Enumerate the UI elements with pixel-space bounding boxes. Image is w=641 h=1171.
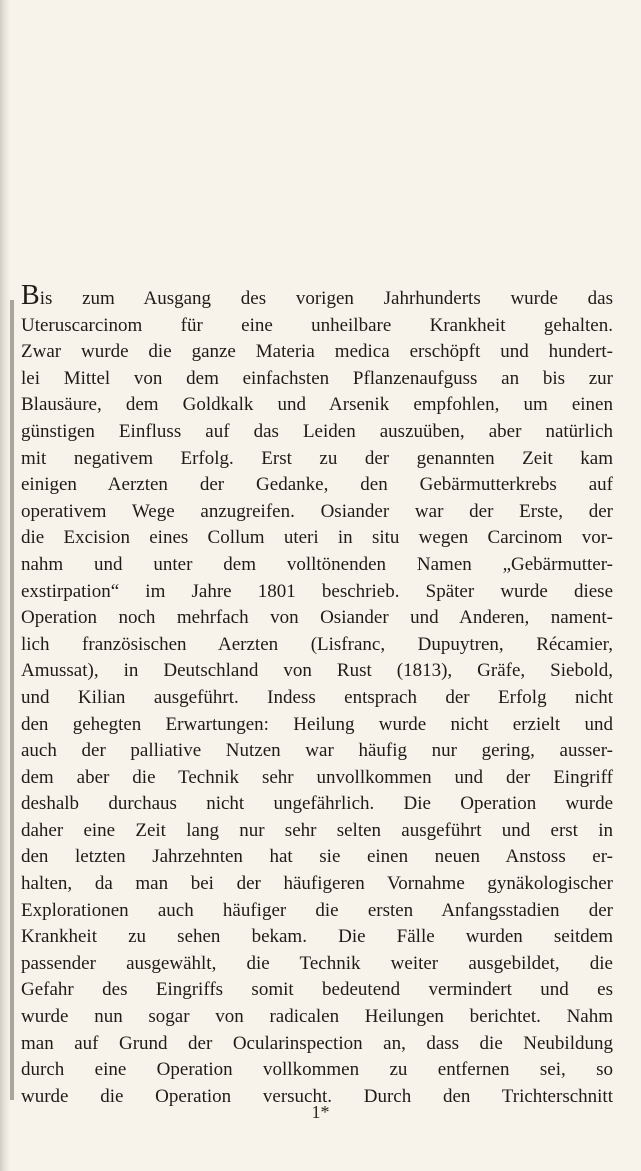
text-line: exstirpation“ im Jahre 1801 beschrieb. Später wurde diese <box>21 580 613 602</box>
text-line: die Excision eines Collum uteri in situ wegen Carcinom vor- <box>21 527 613 549</box>
text-line: mit negativem Erfolg. Erst zu der genannten Zeit kam <box>21 447 613 469</box>
text-line: Bis zum Ausgang des vorigen Jahrhunderts wurde das <box>21 280 613 311</box>
text-line: dem aber die Technik sehr unvollkommen und der Eingriff <box>21 766 613 788</box>
binding-edge <box>10 300 14 1100</box>
text-line: einigen Aerzten der Gedanke, den Gebärmutterkrebs auf <box>21 474 613 496</box>
text-line: nahm und unter dem volltönenden Namen „Gebärmutter- <box>21 553 613 575</box>
text-line: durch eine Operation vollkommen zu entfernen sei, so <box>21 1059 613 1081</box>
text-line: man auf Grund der Ocularinspection an, dass die Neubildung <box>21 1032 613 1054</box>
drop-cap: B <box>21 280 40 311</box>
text-line: daher eine Zeit lang nur sehr selten ausgeführt und erst in <box>21 819 613 841</box>
text-line: Uteruscarcinom für eine unheilbare Krankheit gehalten. <box>21 314 613 336</box>
text-line: Zwar wurde die ganze Materia medica erschöpft und hundert- <box>21 341 613 363</box>
page-gutter-shadow <box>0 0 10 1171</box>
text-line: Operation noch mehrfach von Osiander und Anderen, nament- <box>21 607 613 629</box>
text-line: wurde nun sogar von radicalen Heilungen berichtet. Nahm <box>21 1006 613 1028</box>
text-line: deshalb durchaus nicht ungefährlich. Die Operation wurde <box>21 793 613 815</box>
text-line: Gefahr des Eingriffs somit bedeutend vermindert und es <box>21 979 613 1001</box>
text-line: operativem Wege anzugreifen. Osiander war der Erste, der <box>21 500 613 522</box>
text-line: Explorationen auch häufiger die ersten Anfangsstadien der <box>21 899 613 921</box>
text-line: lei Mittel von dem einfachsten Pflanzenaufguss an bis zur <box>21 367 613 389</box>
text-line: passender ausgewählt, die Technik weiter ausgebildet, die <box>21 952 613 974</box>
text-line: halten, da man bei der häufigeren Vornahme gynäkologischer <box>21 873 613 895</box>
text-line: den gehegten Erwartungen: Heilung wurde nicht erzielt und <box>21 713 613 735</box>
signature-mark: 1* <box>311 1102 330 1122</box>
text-line: wurde die Operation versucht. Durch den Trichterschnitt <box>21 1085 613 1107</box>
text-line: auch der palliative Nutzen war häufig nur gering, ausser- <box>21 740 613 762</box>
text-line: Krankheit zu sehen bekam. Die Fälle wurden seitdem <box>21 926 613 948</box>
text-line: Blausäure, dem Goldkalk und Arsenik empfohlen, um einen <box>21 394 613 416</box>
text-line: und Kilian ausgeführt. Indess entsprach der Erfolg nicht <box>21 686 613 708</box>
text-line: den letzten Jahrzehnten hat sie einen neuen Anstoss er- <box>21 846 613 868</box>
text-line: Amussat), in Deutschland von Rust (1813), Gräfe, Siebold, <box>21 660 613 682</box>
body-text <box>21 280 613 1110</box>
text-line: lich französischen Aerzten (Lisfranc, Dupuytren, Récamier, <box>21 633 613 655</box>
text-line: günstigen Einfluss auf das Leiden auszuüben, aber natürlich <box>21 420 613 442</box>
